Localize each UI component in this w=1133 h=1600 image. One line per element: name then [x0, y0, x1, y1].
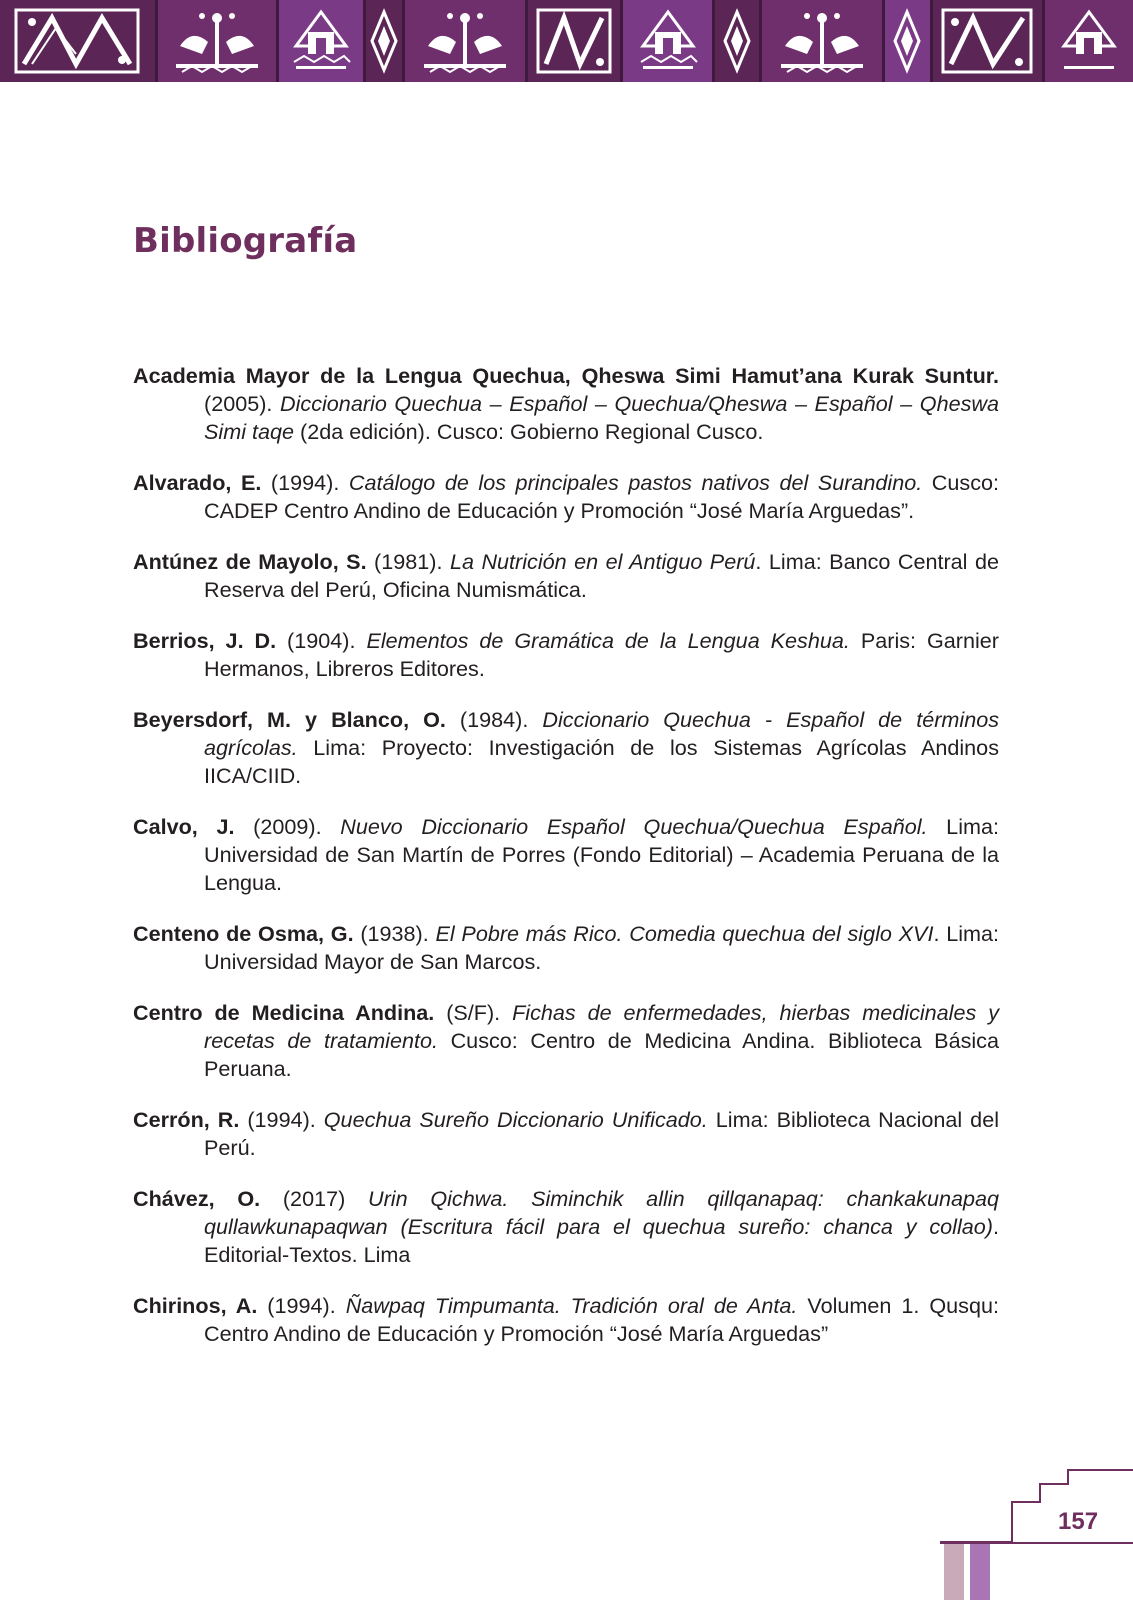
footer-stairs-decoration: [940, 1466, 1133, 1600]
entry-title: Quechua Sureño Diccionario Unificado.: [323, 1107, 708, 1132]
entry-title: Elementos de Gramática de la Lengua Keshua.: [366, 628, 850, 653]
bibliography-entry: [133, 548, 999, 604]
bibliography-entry: [133, 706, 999, 790]
entry-author: Calvo, J.: [133, 814, 235, 839]
entry-author: Cerrón, R.: [133, 1107, 240, 1132]
textile-diamond-icon: [882, 0, 930, 82]
bibliography-entry: [133, 362, 999, 446]
entry-publisher: Volumen 1. Qusqu: Centro Andino de Educación y Promoción “José María Arguedas”: [204, 1293, 999, 1346]
entry-title: Diccionario Quechua - Español de términos agrícolas.: [204, 707, 1000, 760]
textile-diamond-icon: [712, 0, 760, 82]
entry-author: Academia Mayor de la Lengua Quechua, Qheswa Simi Hamut’ana Kurak Suntur.: [133, 363, 999, 388]
textile-temple-icon: [620, 0, 711, 82]
textile-diamond-icon: [363, 0, 403, 82]
entry-year: (1994).: [261, 470, 349, 495]
entry-year: (1938).: [353, 921, 436, 946]
header-banner: [0, 0, 1133, 82]
entry-year: (2009).: [234, 814, 341, 839]
textile-birds-icon: [155, 0, 276, 82]
entry-title: Fichas de enfermedades, hierbas medicinales y recetas de tratamiento.: [204, 1000, 999, 1053]
entry-author: Alvarado, E.: [133, 470, 262, 495]
bibliography-entry: [133, 999, 999, 1083]
bibliography-entry: [133, 627, 999, 683]
textile-zigzag-icon: [930, 0, 1042, 82]
textile-birds-icon: [759, 0, 882, 82]
entry-year: (1904).: [276, 628, 367, 653]
entry-author: Berrios, J. D.: [133, 628, 277, 653]
page-number: 157: [1058, 1508, 1099, 1535]
entry-title: Urin Qichwa. Siminchik allin qillqanapaq: chankakunapaq qullawkunapaqwan (Escritura fácil para el quechua sureño: chanca y collao): [204, 1186, 999, 1239]
entry-publisher: Lima: Universidad de San Martín de Porres (Fondo Editorial) – Academia Peruana de la Lengua.: [204, 814, 999, 895]
entry-year: (1994).: [257, 1293, 346, 1318]
entry-year: (2017): [260, 1186, 369, 1211]
entry-publisher: Lima: Proyecto: Investigación de los Sistemas Agrícolas Andinos IICA/CIID.: [204, 735, 999, 788]
entry-title: Diccionario Quechua – Español – Quechua/Qheswa – Español – Qheswa Simi taqe: [204, 391, 999, 444]
bibliography-entry: [133, 1292, 999, 1348]
textile-birds-icon: [402, 0, 525, 82]
entry-publisher: Cusco: Centro de Medicina Andina. Biblioteca Básica Peruana.: [204, 1028, 999, 1081]
bibliography-list: [133, 362, 999, 1371]
entry-year: (1981).: [366, 549, 450, 574]
entry-publisher: . Lima: Banco Central de Reserva del Perú, Oficina Numismática.: [204, 549, 999, 602]
entry-publisher: Cusco: CADEP Centro Andino de Educación y Promoción “José María Arguedas”.: [204, 470, 999, 523]
entry-publisher: (2da edición). Cusco: Gobierno Regional Cusco.: [294, 419, 764, 444]
entry-year: (1984).: [445, 707, 543, 732]
bibliography-entry: [133, 469, 999, 525]
entry-title: Nuevo Diccionario Español Quechua/Quechua Español.: [340, 814, 928, 839]
bibliography-entry: [133, 813, 999, 897]
entry-author: Beyersdorf, M. y Blanco, O.: [133, 707, 446, 732]
bibliography-entry: [133, 1106, 999, 1162]
entry-publisher: Paris: Garnier Hermanos, Libreros Editores.: [204, 628, 999, 681]
bibliography-entry: [133, 920, 999, 976]
textile-temple-icon: [276, 0, 363, 82]
entry-publisher: . Editorial-Textos. Lima: [204, 1214, 999, 1267]
entry-author: Chirinos, A.: [133, 1293, 258, 1318]
entry-author: Antúnez de Mayolo, S.: [133, 549, 367, 574]
page-title: Bibliografía: [133, 220, 358, 261]
entry-title: Ñawpaq Timpumanta. Tradición oral de Anta.: [345, 1293, 798, 1318]
entry-author: Chávez, O.: [133, 1186, 261, 1211]
textile-zigzag-icon: [0, 0, 155, 82]
entry-title: El Pobre más Rico. Comedia quechua del siglo XVI: [435, 921, 934, 946]
entry-title: La Nutrición en el Antiguo Perú: [449, 549, 756, 574]
entry-year: (2005).: [204, 391, 281, 416]
entry-year: (S/F).: [434, 1000, 513, 1025]
entry-publisher: Lima: Biblioteca Nacional del Perú.: [204, 1107, 1000, 1160]
textile-zigzag-icon: [525, 0, 620, 82]
entry-title: Catálogo de los principales pastos nativos del Surandino.: [348, 470, 923, 495]
entry-author: Centeno de Osma, G.: [133, 921, 354, 946]
textile-temple-icon: [1042, 0, 1133, 82]
entry-publisher: . Lima: Universidad Mayor de San Marcos.: [204, 921, 1000, 974]
entry-author: Centro de Medicina Andina.: [133, 1000, 435, 1025]
entry-year: (1994).: [239, 1107, 324, 1132]
bibliography-entry: [133, 1185, 999, 1269]
